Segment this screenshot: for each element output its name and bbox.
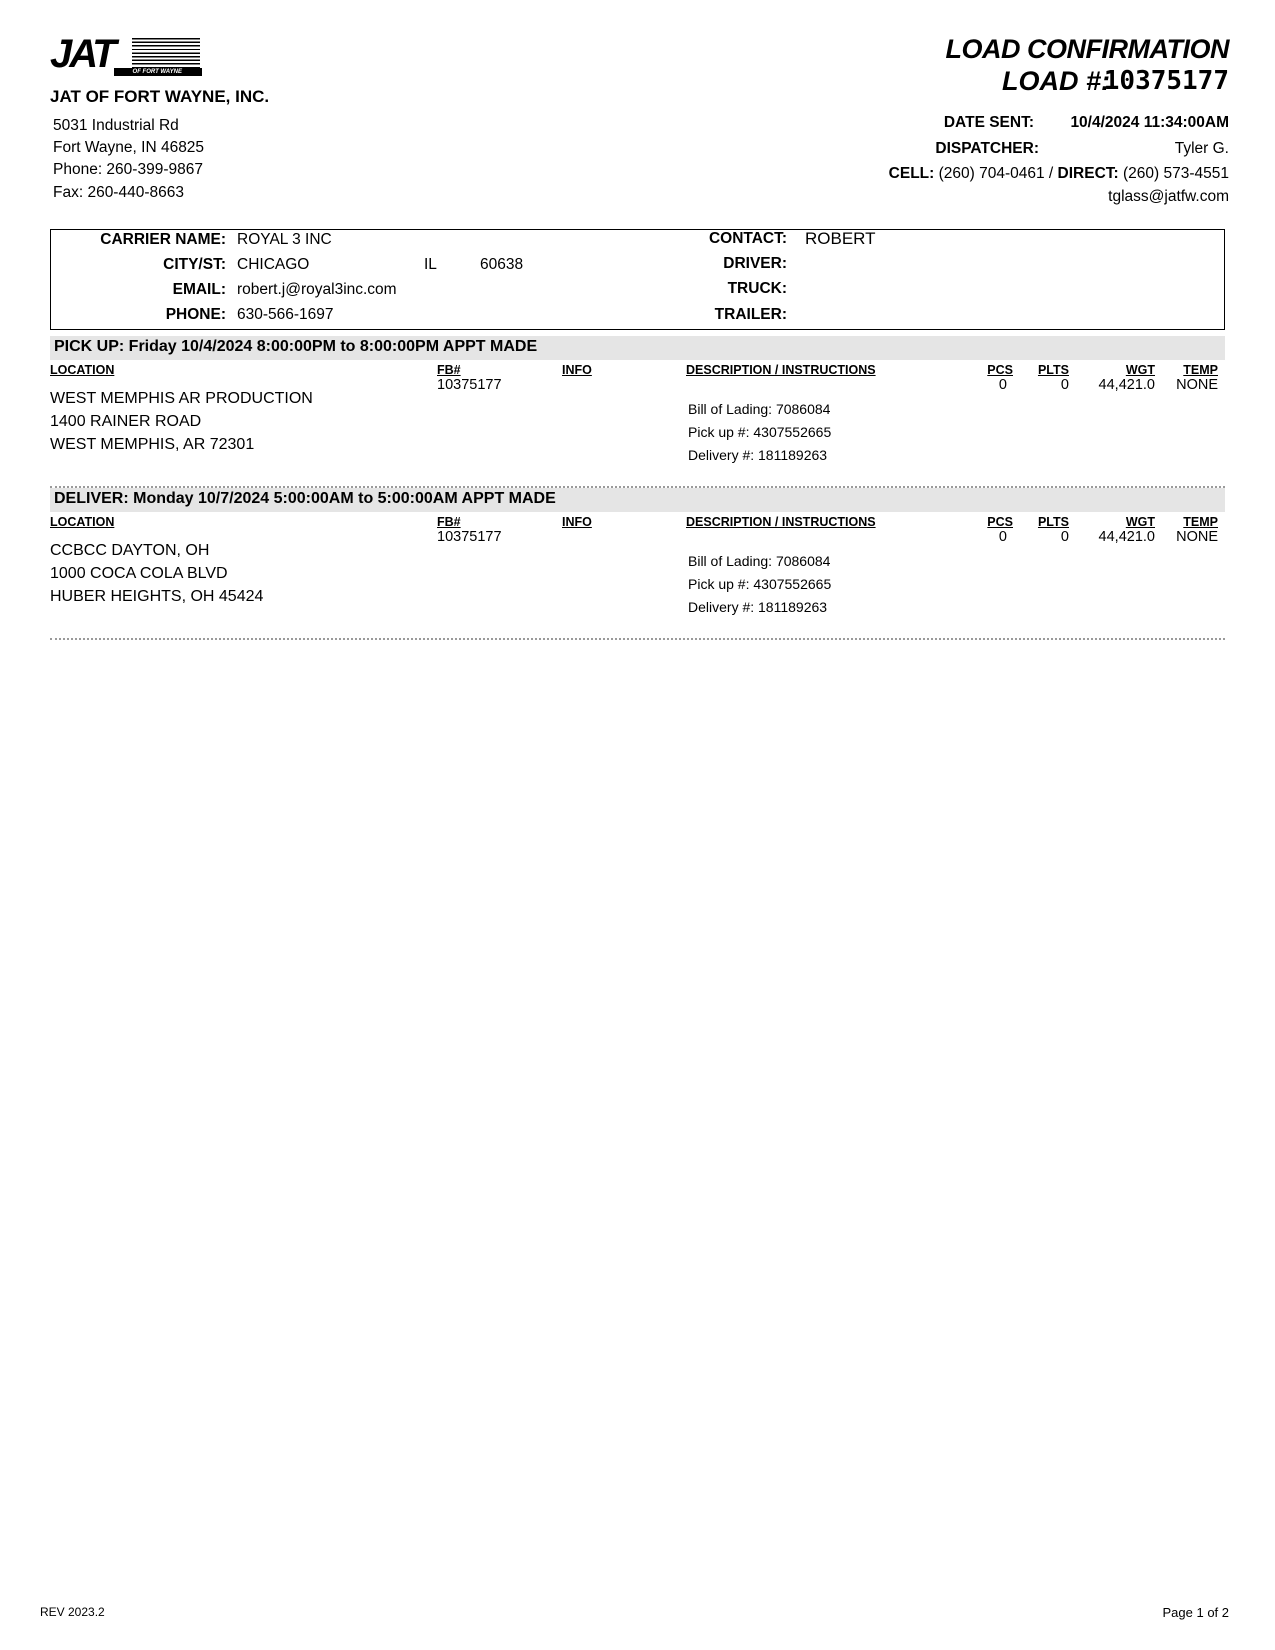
delivery-wgt: 44,421.0 (1098, 529, 1155, 545)
delivery-bol: Bill of Lading: 7086084 (688, 553, 831, 569)
dispatcher-email[interactable]: tglass@jatfw.com (1108, 188, 1229, 205)
delivery-location-line3: HUBER HEIGHTS, OH 45424 (50, 588, 264, 605)
delivery-pcs: 0 (998, 529, 1007, 545)
date-sent-value: 10/4/2024 11:34:00AM (1070, 114, 1229, 131)
pickup-col-pcs: PCS (987, 363, 1013, 377)
cell-label: CELL: (888, 165, 935, 182)
revision-label: REV 2023.2 (40, 1605, 105, 1619)
carrier-email-label: EMAIL: (172, 281, 226, 298)
company-phone: Phone: 260-399-9867 (53, 161, 203, 178)
pickup-title: PICK UP: Friday 10/4/2024 8:00:00PM to 8:00:00PM APPT MADE (54, 338, 538, 355)
carrier-city: CHICAGO (237, 256, 310, 273)
company-name: JAT OF FORT WAYNE, INC. (50, 87, 270, 106)
delivery-col-plts: PLTS (1037, 515, 1069, 529)
carrier-email[interactable]: robert.j@royal3inc.com (237, 281, 397, 298)
delivery-location-line2: 1000 COCA COLA BLVD (50, 565, 228, 582)
pickup-location-line1: WEST MEMPHIS AR PRODUCTION (50, 390, 313, 407)
delivery-col-desc: DESCRIPTION / INSTRUCTIONS (686, 515, 876, 529)
carrier-phone: 630-566-1697 (237, 306, 334, 323)
pickup-delivery-number: Delivery #: 181189263 (688, 447, 828, 463)
dispatcher-label: DISPATCHER: (935, 140, 1039, 157)
delivery-col-wgt: WGT (1125, 515, 1155, 529)
company-fax: Fax: 260-440-8663 (53, 184, 184, 201)
dispatcher-phones (889, 165, 1229, 183)
pickup-col-temp: TEMP (1183, 363, 1218, 377)
date-sent-label: DATE SENT: (943, 114, 1034, 131)
pickup-bol: Bill of Lading: 7086084 (688, 401, 831, 417)
logo-subtext: OF FORT WAYNE (114, 68, 202, 76)
direct-value: (260) 573-4551 (1123, 165, 1229, 182)
carrier-state: IL (424, 256, 437, 273)
pickup-col-plts: PLTS (1037, 363, 1069, 377)
pickup-col-location: LOCATION (50, 363, 115, 377)
carrier-name: ROYAL 3 INC (237, 231, 332, 248)
carrier-zip: 60638 (480, 256, 524, 273)
company-logo (50, 32, 202, 78)
delivery-pickup-number: Pick up #: 4307552665 (688, 576, 832, 592)
pickup-pcs: 0 (998, 377, 1007, 393)
page-number: Page 1 of 2 (1162, 1605, 1229, 1620)
pickup-pickup-number: Pick up #: 4307552665 (688, 424, 832, 440)
delivery-fb: 10375177 (437, 529, 502, 545)
carrier-name-label: CARRIER NAME: (100, 231, 226, 248)
dispatcher-value: Tyler G. (1174, 140, 1229, 157)
truck-label: TRUCK: (727, 280, 787, 297)
pickup-col-wgt: WGT (1125, 363, 1155, 377)
pickup-col-fb: FB# (437, 363, 461, 377)
document-title: LOAD CONFIRMATION (945, 34, 1229, 64)
pickup-col-desc: DESCRIPTION / INSTRUCTIONS (686, 363, 876, 377)
direct-label: DIRECT: (1057, 165, 1119, 182)
delivery-divider (50, 638, 1225, 640)
trailer-label: TRAILER: (714, 306, 787, 323)
company-address-line1: 5031 Industrial Rd (53, 117, 179, 134)
delivery-col-temp: TEMP (1183, 515, 1218, 529)
cell-value: (260) 704-0461 / (938, 165, 1054, 182)
delivery-delivery-number: Delivery #: 181189263 (688, 599, 828, 615)
delivery-col-info: INFO (562, 515, 592, 529)
driver-label: DRIVER: (723, 255, 787, 272)
delivery-col-location: LOCATION (50, 515, 115, 529)
pickup-location-line2: 1400 RAINER ROAD (50, 413, 202, 430)
logo-text: JAT (50, 32, 114, 76)
company-address-line2: Fort Wayne, IN 46825 (53, 139, 205, 156)
logo-stripes (132, 38, 200, 68)
pickup-temp: NONE (1176, 377, 1218, 393)
delivery-location-line1: CCBCC DAYTON, OH (50, 542, 210, 559)
pickup-fb: 10375177 (437, 377, 502, 393)
carrier-city-label: CITY/ST: (163, 256, 226, 273)
pickup-col-info: INFO (562, 363, 592, 377)
pickup-location-line3: WEST MEMPHIS, AR 72301 (50, 436, 255, 453)
delivery-col-fb: FB# (437, 515, 461, 529)
contact-label: CONTACT: (708, 230, 787, 247)
pickup-wgt: 44,421.0 (1098, 377, 1155, 393)
pickup-plts: 0 (1060, 377, 1069, 393)
contact-value: ROBERT (805, 229, 876, 248)
delivery-col-pcs: PCS (987, 515, 1013, 529)
delivery-title: DELIVER: Monday 10/7/2024 5:00:00AM to 5:00:00AM APPT MADE (54, 490, 556, 507)
delivery-plts: 0 (1060, 529, 1069, 545)
load-number: 10375177 (1103, 66, 1229, 96)
delivery-temp: NONE (1176, 529, 1218, 545)
load-number-label: LOAD #: (1002, 66, 1110, 96)
carrier-phone-label: PHONE: (165, 306, 226, 323)
carrier-info-box (50, 229, 1225, 330)
